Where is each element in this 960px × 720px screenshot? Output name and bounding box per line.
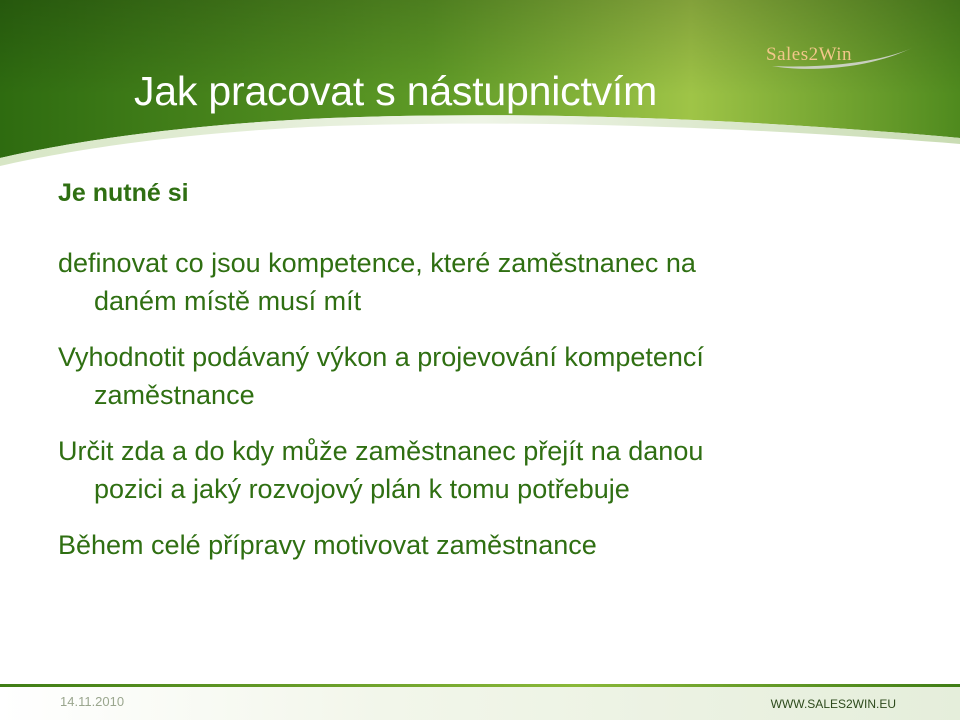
footer-date: 14.11.2010 [60,694,125,709]
list-item [58,432,908,508]
lead-text: Je nutné si [58,179,189,207]
list-item-line: zaměstnance [94,380,255,410]
list-item-line: Během celé přípravy motivovat zaměstnance [58,530,597,560]
list-item-line: daném místě musí mít [94,286,362,316]
sales2win-logo [766,42,916,72]
list-item [58,526,908,564]
slide-title: Jak pracovat s nástupnictvím [134,68,658,114]
list-item-line: pozici a jaký rozvojový plán k tomu potřebuje [94,474,630,504]
logo-text-2: 2 [808,44,819,65]
list-item [58,338,908,414]
logo-text-sales: Sales [766,44,809,65]
bullet-list [58,244,908,582]
logo-text-win: Win [818,44,853,65]
footer-url: WWW.SALES2WIN.EU [770,697,896,711]
list-item-line: Určit zda a do kdy může zaměstnanec přejít na danou [58,436,704,466]
list-item-line: definovat co jsou kompetence, které zaměstnanec na [58,248,696,278]
list-item-line: Vyhodnotit podávaný výkon a projevování kompetencí [58,342,704,372]
list-item [58,244,908,320]
